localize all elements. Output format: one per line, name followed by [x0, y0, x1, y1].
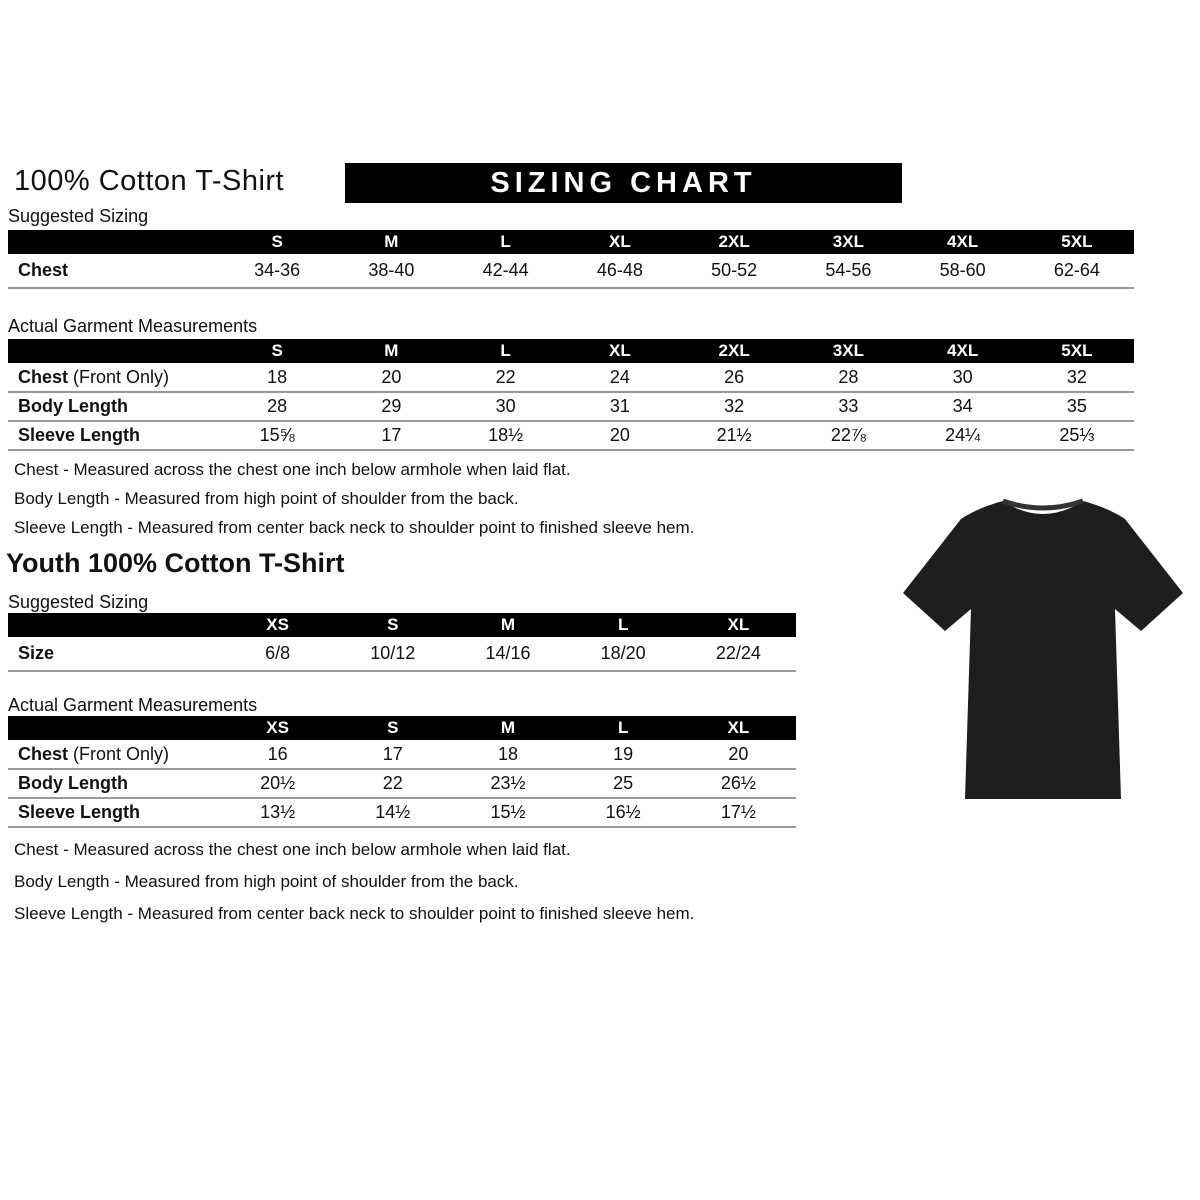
measurement-cell: 22 — [335, 769, 450, 798]
measurement-cell: 18½ — [449, 421, 563, 450]
measurement-cell: 31 — [563, 392, 677, 421]
size-column-header: S — [220, 230, 334, 254]
measurement-cell: 19 — [566, 740, 681, 769]
measurement-cell: 46-48 — [563, 254, 677, 288]
measurement-cell: 18/20 — [566, 637, 681, 671]
measurement-cell: 18 — [220, 363, 334, 392]
measurement-cell: 14½ — [335, 798, 450, 827]
black-tshirt-image — [893, 472, 1193, 820]
size-column-header: M — [334, 230, 448, 254]
measurement-cell: 17 — [334, 421, 448, 450]
adult-suggested-sizing-table — [8, 230, 1134, 289]
size-column-header: L — [566, 613, 681, 637]
measurement-cell: 28 — [220, 392, 334, 421]
youth-measurement-notes — [14, 840, 694, 936]
measurement-cell: 24¼ — [906, 421, 1020, 450]
size-column-header: L — [449, 230, 563, 254]
size-column-header: 5XL — [1020, 339, 1134, 363]
measurement-cell: 34 — [906, 392, 1020, 421]
measurement-cell: 17 — [335, 740, 450, 769]
body-length-note: Body Length - Measured from high point of shoulder from the back. — [14, 872, 519, 891]
measurement-cell: 54-56 — [791, 254, 905, 288]
measurement-cell: 26½ — [681, 769, 796, 798]
row-label: Body Length — [8, 392, 220, 421]
banner-title: SIZING CHART — [490, 166, 757, 199]
row-label-header — [8, 230, 220, 254]
row-label-header — [8, 716, 220, 740]
tshirt-collar-shape — [1003, 501, 1083, 508]
youth-section-title: Youth 100% Cotton T-Shirt — [6, 548, 345, 578]
table-row — [8, 254, 1134, 288]
table-header-row — [8, 716, 796, 740]
chest-note: Chest - Measured across the chest one inch below armhole when laid flat. — [14, 460, 571, 479]
row-label-header — [8, 339, 220, 363]
measurement-cell: 20 — [681, 740, 796, 769]
size-column-header: L — [566, 716, 681, 740]
measurement-cell: 14/16 — [450, 637, 565, 671]
measurement-cell: 20½ — [220, 769, 335, 798]
table-row — [8, 740, 796, 769]
size-column-header: 4XL — [906, 230, 1020, 254]
table-row — [8, 637, 796, 671]
adult-measurement-notes — [14, 460, 694, 547]
measurement-cell: 25 — [566, 769, 681, 798]
table-row — [8, 421, 1134, 450]
sleeve-length-note: Sleeve Length - Measured from center back neck to shoulder point to finished sleeve hem. — [14, 518, 695, 537]
row-label: Size — [8, 637, 220, 671]
measurement-cell: 25⅓ — [1020, 421, 1134, 450]
measurement-cell: 30 — [906, 363, 1020, 392]
table-row — [8, 392, 1134, 421]
size-column-header: S — [335, 613, 450, 637]
row-label: Sleeve Length — [8, 421, 220, 450]
measurement-cell: 20 — [334, 363, 448, 392]
measurement-cell: 13½ — [220, 798, 335, 827]
body-length-note: Body Length - Measured from high point of shoulder from the back. — [14, 489, 519, 508]
size-column-header: S — [335, 716, 450, 740]
measurement-cell: 15½ — [450, 798, 565, 827]
adult-actual-measurements-label: Actual Garment Measurements — [8, 316, 258, 336]
measurement-cell: 62-64 — [1020, 254, 1134, 288]
size-column-header: XL — [563, 339, 677, 363]
measurement-cell: 29 — [334, 392, 448, 421]
measurement-cell: 6/8 — [220, 637, 335, 671]
adult-section-title: 100% Cotton T-Shirt — [14, 165, 285, 197]
measurement-cell: 16 — [220, 740, 335, 769]
tshirt-body-shape — [903, 501, 1183, 799]
measurement-cell: 38-40 — [334, 254, 448, 288]
table-header-row — [8, 339, 1134, 363]
size-column-header: M — [450, 613, 565, 637]
measurement-cell: 42-44 — [449, 254, 563, 288]
measurement-cell: 21½ — [677, 421, 791, 450]
measurement-cell: 32 — [1020, 363, 1134, 392]
size-column-header: 5XL — [1020, 230, 1134, 254]
measurement-cell: 26 — [677, 363, 791, 392]
row-label: Body Length — [8, 769, 220, 798]
size-column-header: 3XL — [791, 230, 905, 254]
chest-note: Chest - Measured across the chest one inch below armhole when laid flat. — [14, 840, 571, 859]
table-row — [8, 769, 796, 798]
measurement-cell: 16½ — [566, 798, 681, 827]
row-label-header — [8, 613, 220, 637]
size-column-header: 2XL — [677, 339, 791, 363]
adult-suggested-sizing-label: Suggested Sizing — [8, 206, 149, 226]
size-column-header: XL — [681, 613, 796, 637]
size-column-header: M — [450, 716, 565, 740]
row-label: Sleeve Length — [8, 798, 220, 827]
youth-suggested-sizing-label: Suggested Sizing — [8, 592, 149, 612]
measurement-cell: 30 — [449, 392, 563, 421]
row-label: Chest (Front Only) — [8, 363, 220, 392]
size-column-header: 3XL — [791, 339, 905, 363]
measurement-cell: 24 — [563, 363, 677, 392]
size-column-header: XL — [563, 230, 677, 254]
measurement-cell: 50-52 — [677, 254, 791, 288]
measurement-cell: 17½ — [681, 798, 796, 827]
table-header-row — [8, 230, 1134, 254]
measurement-cell: 33 — [791, 392, 905, 421]
sleeve-length-note: Sleeve Length - Measured from center back neck to shoulder point to finished sleeve hem. — [14, 904, 695, 923]
measurement-cell: 35 — [1020, 392, 1134, 421]
measurement-cell: 23½ — [450, 769, 565, 798]
adult-actual-measurements-table — [8, 339, 1134, 451]
measurement-cell: 32 — [677, 392, 791, 421]
measurement-cell: 28 — [791, 363, 905, 392]
size-column-header: S — [220, 339, 334, 363]
sizing-chart-banner — [345, 163, 902, 203]
size-column-header: XL — [681, 716, 796, 740]
youth-suggested-sizing-table — [8, 613, 796, 672]
size-column-header: 2XL — [677, 230, 791, 254]
measurement-cell: 15⅝ — [220, 421, 334, 450]
youth-actual-measurements-label: Actual Garment Measurements — [8, 695, 258, 715]
measurement-cell: 22 — [449, 363, 563, 392]
row-label: Chest — [8, 254, 220, 288]
size-column-header: XS — [220, 613, 335, 637]
row-label: Chest (Front Only) — [8, 740, 220, 769]
measurement-cell: 22/24 — [681, 637, 796, 671]
measurement-cell: 22⅞ — [791, 421, 905, 450]
size-column-header: L — [449, 339, 563, 363]
measurement-cell: 18 — [450, 740, 565, 769]
measurement-cell: 58-60 — [906, 254, 1020, 288]
table-row — [8, 363, 1134, 392]
table-header-row — [8, 613, 796, 637]
size-column-header: M — [334, 339, 448, 363]
youth-actual-measurements-table — [8, 716, 796, 828]
measurement-cell: 20 — [563, 421, 677, 450]
size-column-header: 4XL — [906, 339, 1020, 363]
table-row — [8, 798, 796, 827]
size-column-header: XS — [220, 716, 335, 740]
measurement-cell: 10/12 — [335, 637, 450, 671]
measurement-cell: 34-36 — [220, 254, 334, 288]
